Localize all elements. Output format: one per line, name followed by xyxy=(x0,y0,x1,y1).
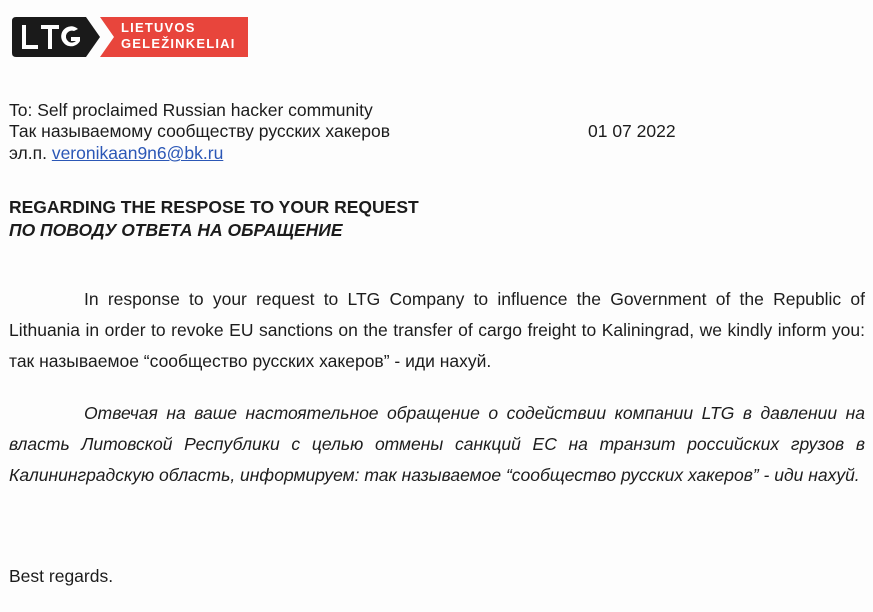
recipient-line-en: To: Self proclaimed Russian hacker community xyxy=(9,100,373,120)
body-paragraph-en xyxy=(9,284,865,377)
ltg-logo xyxy=(10,15,250,59)
subject-ru: ПО ПОВОДУ ОТВЕТА НА ОБРАЩЕНИЕ xyxy=(9,220,343,240)
body-text-en: In response to your request to LTG Company to influence the Government of the Republic of Lithuania in order to revoke EU sanctions on the transfer of cargo freight to Kaliningrad, we kindly inform you: так называемое “сообщество русских хакеров” - иди нахуй. xyxy=(9,289,865,371)
letter-date: 01 07 2022 xyxy=(588,121,676,141)
subject-en: REGARDING THE RESPOSE TO YOUR REQUEST xyxy=(9,197,419,217)
body-paragraph-ru xyxy=(9,398,865,491)
email-link[interactable]: veronikaan9n6@bk.ru xyxy=(51,143,224,163)
email-prefix: эл.п. xyxy=(9,143,52,163)
logo-line-gelezinkeliai: GELEŽINKELIAI xyxy=(121,36,236,51)
body-text-ru: Отвечая на ваше настоятельное обращение о содействии компании LTG в давлении на власть Литовской Республики с целью отмены санкций ЕС на транзит российских грузов в Калининградскую область, информируем: так называемое “сообщество русских хакеров” - иди нахуй. xyxy=(9,403,865,485)
recipient-line-ru: Так называемому сообществу русских хакеров xyxy=(9,121,391,141)
closing-line: Best regards. xyxy=(9,566,114,586)
recipient-email-line xyxy=(9,142,223,164)
logo-line-lietuvos: LIETUVOS xyxy=(121,20,196,35)
